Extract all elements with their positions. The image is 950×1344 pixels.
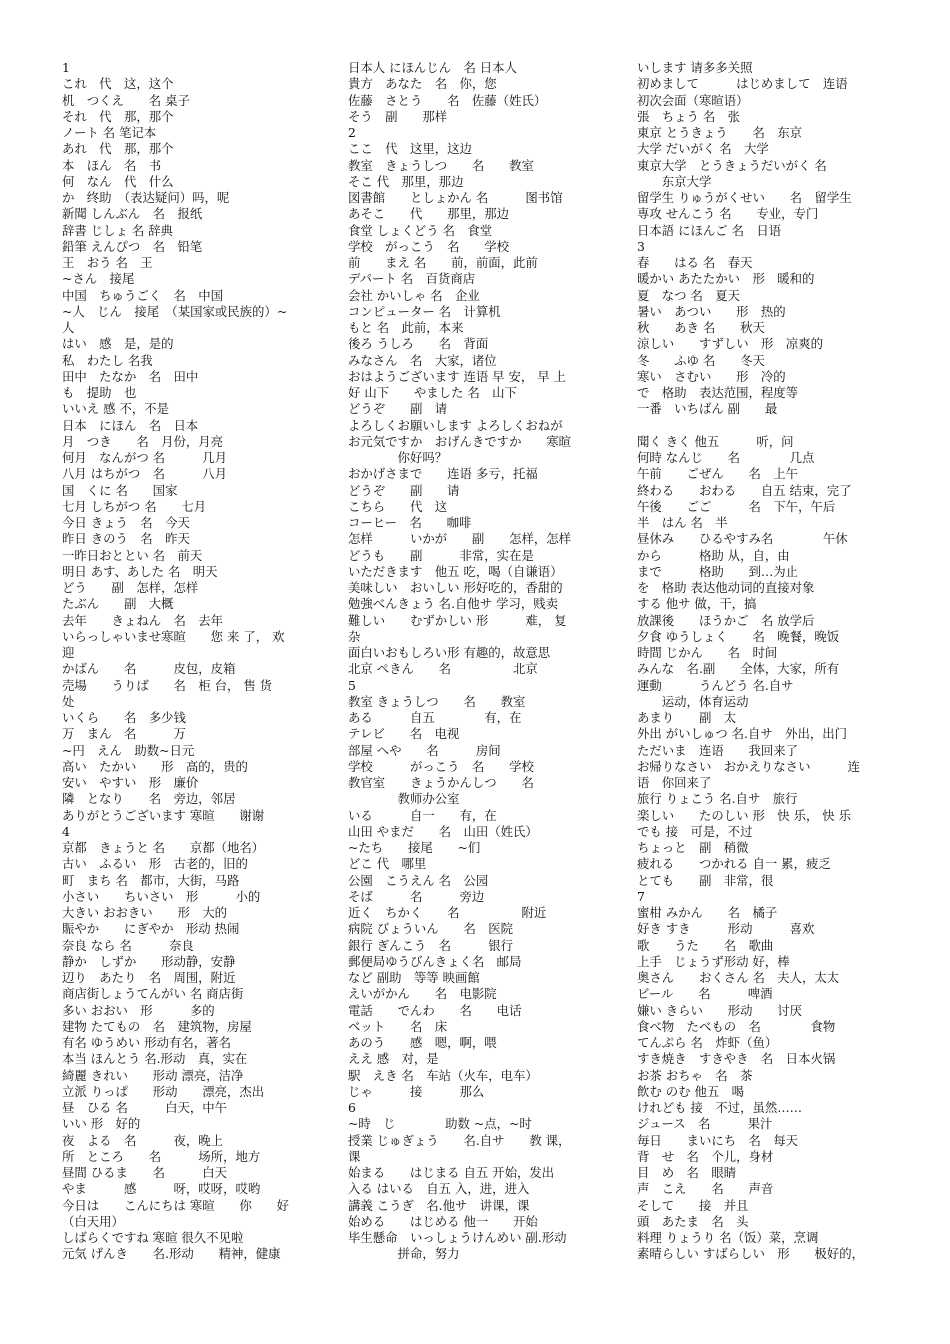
vocab-line: ~たち 接尾 ~们 [348, 840, 481, 855]
vocab-line: いる 自一 有，在 [348, 807, 497, 823]
vocab-line: 古い ふるい 形 古老的，旧的 [62, 856, 248, 872]
vocab-line: で 格助 表达范围，程度等 [637, 385, 799, 400]
vocab-line: 教室 きょうしつ 名 教室 [348, 157, 534, 173]
vocab-line: 午後 ごご 名 下午，午后 [637, 498, 836, 514]
vocab-line: かばん 名 皮包，皮箱 [62, 661, 236, 677]
vocab-line: すき焼き すきやき 名 日本火锅 [637, 1051, 836, 1067]
vocab-line: 昼休み ひるやすみ名 午休 [637, 531, 848, 547]
vocab-line: 人 [62, 320, 75, 335]
vocab-line: 商店街しょうてんがい 名 商店街 [62, 986, 244, 1002]
vocab-line: 课 [348, 1148, 361, 1164]
vocab-line: ノート 名 笔记本 [62, 125, 157, 140]
vocab-line: 田中 たなか 名 田中 [62, 368, 199, 384]
vocab-line: 部屋 へや 名 房间 [348, 742, 501, 758]
vocab-line: 背 せ 名 个儿，身材 [637, 1148, 774, 1164]
vocab-line: 何 なん 代 什么 [62, 173, 174, 189]
vocab-line: 八月 はちがつ 名 八月 [62, 466, 228, 482]
vocab-line: 飲む のむ 他五 喝 [637, 1083, 745, 1099]
vocab-line: 七月 しちがつ 名 七月 [62, 498, 207, 514]
vocab-line: 昼 ひる 名 白天，中午 [62, 1100, 228, 1115]
vocab-line: 万 まん 名 万 [62, 726, 186, 742]
vocab-line: ただいま 连语 我回来了 [637, 742, 799, 758]
vocab-line: 食堂 しょくどう 名 食堂 [348, 222, 493, 238]
vocab-line: こちら 代 这 [348, 498, 448, 514]
vocab-line: そう 副 那样 [348, 108, 448, 124]
vocab-line: ちょっと 副 稍微 [637, 840, 749, 855]
vocab-line: 難しい むずかしい 形 难， 复 [348, 612, 567, 628]
vocab-line: あのう 感 嗯，啊，喂 [348, 1035, 497, 1050]
vocab-line: いらっしゃいませ寒暄 您 来 了， 欢 [62, 628, 285, 644]
vocab-line: よろしくお願いします よろしくおねが [348, 417, 563, 433]
vocab-line: 3 [637, 238, 645, 254]
vocab-line: 日本人 にほんじん 名 日本人 [348, 60, 517, 75]
vocab-line: どうも 副 非常，实在是 [348, 547, 534, 563]
vocab-line: 今日は こんにちは 寒暄 你 好 [62, 1197, 289, 1213]
vocab-line: 暖かい あたたかい 形 暖和的 [637, 271, 815, 287]
vocab-line: ありがとうございます 寒暄 谢谢 [62, 807, 265, 823]
vocab-line: いいえ 感 不，不是 [62, 401, 170, 417]
vocab-line: 教室 きょうしつ 名 教室 [348, 693, 526, 709]
vocab-line: ~さん 接尾 [62, 271, 135, 287]
vocab-line: 中国 ちゅうごく 名 中国 [62, 287, 224, 303]
vocab-line: コーヒー 名 咖啡 [348, 515, 472, 530]
vocab-line: どうぞ 副 请 [348, 482, 460, 498]
vocab-line: 授業 じゅぎょう 名.自サ 教 课， [348, 1132, 571, 1148]
vocab-line: けれども 接 不过，虽然…… [637, 1100, 803, 1115]
vocab-line: 一昨日おととい 名 前天 [62, 547, 203, 563]
vocab-line: おはようございます 连语 早 安， 早 上 [348, 368, 566, 384]
vocab-line: 図書館 としょかん 名 图书馆 [348, 190, 563, 205]
vocab-line: 秋 あき 名 秋天 [637, 320, 765, 335]
vocab-line: ビール 名 啤酒 [637, 986, 773, 1002]
vocab-line: みんな 名.副 全体，大家，所有 [637, 661, 840, 677]
vocab-line: 病院 びょういん 名 医院 [348, 921, 514, 937]
vocab-line: そして 接 并且 [637, 1197, 749, 1213]
vocab-line: どこ 代 哪里 [348, 856, 427, 872]
vocab-line: 教官室 きょうかんしつ 名 [348, 775, 534, 790]
vocab-line: 毕生懸命 いっしょうけんめい 副.形动 [348, 1230, 567, 1245]
vocab-line: おかげさまで 连语 多亏，托福 [348, 466, 538, 482]
vocab-line: 声 こえ 名 声音 [637, 1181, 774, 1197]
vocab-line: 入る はいる 自五 入，进，进入 [348, 1181, 530, 1197]
vocab-line: もと 名 此前，本来 [348, 320, 464, 335]
vocab-line: 杂 [348, 628, 361, 644]
vocab-line: あれ 代 那，那个 [62, 141, 174, 157]
vocab-line: はい 感 是，是的 [62, 336, 174, 352]
vocab-line: 迎 [62, 645, 75, 660]
vocab-line: 勉強べんきょう 名.自他サ 学习，贱卖 [348, 596, 559, 612]
vocab-line: 何月 なんがつ 名 几月 [62, 450, 228, 465]
vocab-line: 聞く きく 他五 听，问 [637, 433, 794, 449]
vocab-line: 東京大学 とうきょうだいがく 名 [637, 157, 827, 173]
vocab-line: 頭 あたま 名 头 [637, 1213, 749, 1229]
vocab-line: 东京大学 [637, 173, 712, 189]
vocab-line: 公園 こうえん 名 公园 [348, 872, 489, 888]
vocab-line: あそこ 代 那里，那边 [348, 206, 510, 222]
vocab-column-3 [637, 60, 895, 1263]
vocab-line: 食べ物 たべもの 名 食物 [637, 1018, 836, 1034]
vocab-line: 綺麗 きれい 形动 漂亮，洁净 [62, 1067, 244, 1083]
vocab-line: ジュース 名 果汁 [637, 1116, 773, 1132]
vocab-line: 冬 ふゆ 名 冬天 [637, 352, 765, 368]
vocab-column-1 [62, 60, 324, 1263]
vocab-line: から 格助 从，自，由 [637, 547, 790, 563]
vocab-line: する 他サ 做，干，搞 [637, 596, 757, 612]
vocab-line: 終わる おわる 自五 结束，完了 [637, 482, 852, 498]
vocab-line: 半 はん 名 半 [637, 515, 728, 530]
vocab-line: 北京 ぺきん 名 北京 [348, 661, 538, 677]
vocab-line: いただきます 他五 吃，喝（自谦语） [348, 563, 563, 579]
vocab-line: 面白いおもしろい形 有趣的，故意思 [348, 645, 551, 660]
vocab-line: 隣 となり 名 旁边，邻居 [62, 791, 236, 807]
vocab-line: ここ 代 这里，这边 [348, 141, 472, 157]
vocab-line: 学校 がっこう 名 学校 [348, 758, 534, 774]
vocab-line: 怎样 いかが 副 怎样，怎样 [348, 531, 572, 547]
vocab-line: 奥さん おくさん 名 夫人，太太 [637, 970, 840, 985]
vocab-line: 放課後 ほうかご 名 放学后 [637, 612, 815, 628]
vocab-line: 銀行 ぎんこう 名 银行 [348, 937, 514, 953]
vocab-line: てんぷら 名 炸虾（鱼） [637, 1035, 778, 1050]
vocab-line: お元気ですか おげんきですか 寒暄 [348, 433, 572, 449]
vocab-line: 講義 こうぎ 名.他サ 讲课，课 [348, 1197, 530, 1213]
vocab-line: 専攻 せんこう 名 专业，专门 [637, 206, 819, 222]
vocab-line: あまり 副 太 [637, 710, 737, 725]
vocab-line: ~時 じ 助数 ~点，~时 [348, 1116, 532, 1132]
vocab-line: でも 接 可是，不过 [637, 823, 753, 839]
vocab-line: 高い たかい 形 高的，贵的 [62, 758, 248, 774]
vocab-line: 日本 にほん 名 日本 [62, 417, 199, 433]
vocab-line: 東京 とうきょう 名 东京 [637, 125, 803, 140]
vocab-line: 料理 りょうり 名（饭）菜，烹调 [637, 1230, 819, 1245]
vocab-line: えいがかん 名 电影院 [348, 986, 497, 1002]
vocab-line: 電話 でんわ 名 电话 [348, 1002, 522, 1018]
vocab-line: 元気 げんき 名.形动 精神，健康 [62, 1246, 281, 1262]
vocab-line: 午前 ごぜん 名 上午 [637, 466, 799, 482]
vocab-line: 你好吗？ [348, 450, 448, 465]
vocab-line: 蜜柑 みかん 名 橘子 [637, 905, 778, 920]
vocab-line: 7 [637, 888, 645, 904]
vocab-line: 暑い あつい 形 热的 [637, 303, 786, 319]
vocab-line: 駅 えき 名 车站（火车，电车） [348, 1067, 538, 1083]
vocab-line: 昨日 きのう 名 昨天 [62, 531, 190, 547]
vocab-line: 鉛筆 えんぴつ 名 铅笔 [62, 238, 203, 254]
vocab-line: 始まる はじまる 自五 开始，发出 [348, 1165, 555, 1180]
vocab-line: 王 おう 名 王 [62, 255, 153, 270]
vocab-line: 今日 きょう 名 今天 [62, 515, 190, 530]
vocab-line: 学校 がっこう 名 学校 [348, 238, 510, 254]
vocab-line: 目 め 名 眼睛 [637, 1165, 737, 1180]
vocab-line: 前 まえ 名 前，前面，此前 [348, 255, 538, 270]
vocab-line: 大きい おおきい 形 大的 [62, 905, 228, 920]
vocab-line: テレビ 名 电视 [348, 726, 460, 742]
vocab-line: ええ 感 对，是 [348, 1051, 439, 1067]
vocab-line: まで 格助 到…为止 [637, 563, 799, 579]
vocab-line: やま 感 呀，哎呀，哎哟 [62, 1181, 261, 1197]
vocab-column-2 [348, 60, 606, 1263]
vocab-line: 夏 なつ 名 夏天 [637, 287, 741, 303]
vocab-line: 美味しい おいしい 形好吃的，香甜的 [348, 580, 563, 595]
vocab-line: 佐藤 さとう 名 佐藤（姓氏） [348, 92, 547, 108]
vocab-line: 6 [348, 1100, 356, 1115]
vocab-line: 春 はる 名 春天 [637, 255, 753, 270]
vocab-line: も 提助 也 [62, 385, 137, 400]
vocab-line: 明日 あす、あした 名 明天 [62, 563, 218, 579]
vocab-line: 静か しずか 形动静，安静 [62, 953, 236, 969]
vocab-line: 国 くに 名 国家 [62, 482, 178, 498]
vocab-line: 上手 じょうず形动 好，棒 [637, 953, 790, 969]
vocab-line: 去年 きょねん 名 去年 [62, 612, 224, 628]
vocab-line: 涼しい すずしい 形 凉爽的 [637, 336, 823, 352]
vocab-line: 好 山下 やました 名 山下 [348, 385, 517, 400]
vocab-line: そば 名 旁边 [348, 888, 485, 904]
vocab-line: か 终助 （表达疑问）吗，呢 [62, 190, 230, 205]
vocab-line: 立派 りっぱ 形动 漂亮，杰出 [62, 1083, 265, 1099]
vocab-line: 好き すき 形动 喜欢 [637, 921, 815, 937]
vocab-line: 昼間 ひるま 名 白天 [62, 1165, 228, 1180]
vocab-line: 所 ところ 名 场所，地方 [62, 1148, 261, 1164]
vocab-line: お帰りなさい おかえりなさい 连 [637, 758, 861, 774]
vocab-line: いします 请多多关照 [637, 60, 753, 75]
vocab-line: 本 ほん 名 书 [62, 157, 162, 173]
vocab-line: ~人 じん 接尾 （某国家或民族的）~ [62, 303, 288, 319]
vocab-line: たぶん 副 大概 [62, 596, 174, 612]
vocab-line: 京都 きょうと 名 京都（地名） [62, 840, 265, 855]
vocab-line: 歌 うた 名 歌曲 [637, 937, 774, 953]
vocab-line: 5 [348, 677, 356, 693]
vocab-line: 疲れる つかれる 自一 累，疲乏 [637, 856, 831, 872]
vocab-line: ~円 えん 助数~日元 [62, 742, 195, 758]
vocab-line: 1 [62, 60, 70, 75]
vocab-line: 毎日 まいにち 名 每天 [637, 1132, 799, 1148]
vocab-line: 張 ちょう 名 张 [637, 108, 741, 124]
vocab-line: 辞書 じしょ 名 辞典 [62, 222, 173, 238]
vocab-line: 教师办公室 [348, 791, 460, 807]
vocab-line: 貴方 あなた 名 你，您 [348, 76, 497, 92]
vocab-line: デパート 名 百货商店 [348, 271, 476, 287]
vocab-line: （白天用） [62, 1213, 124, 1229]
vocab-line: しばらくですね 寒暄 很久不见啦 [62, 1230, 244, 1245]
vocab-line: 机 つくえ 名 桌子 [62, 92, 190, 108]
vocab-line: そこ 代 那里，那边 [348, 173, 464, 189]
vocab-line: 山田 やまだ 名 山田（姓氏） [348, 823, 538, 839]
vocab-line: 辺り あたり 名 周围，附近 [62, 970, 236, 985]
vocab-line: 拼命，努力 [348, 1246, 460, 1262]
vocab-line: 後ろ うしろ 名 背面 [348, 336, 489, 352]
vocab-line: どうぞ 副 请 [348, 401, 448, 417]
vocab-line: ベット 名 床 [348, 1018, 448, 1034]
vocab-line: 郵便局ゆうびんきょく名 邮局 [348, 953, 522, 969]
vocab-line: それ 代 那，那个 [62, 108, 174, 124]
vocab-line: お茶 おちゃ 名 茶 [637, 1067, 753, 1083]
vocab-line: 運動 うんどう 名.自サ [637, 677, 794, 693]
vocab-line: 处 [62, 693, 75, 709]
vocab-line: 何時 なんじ 名 几点 [637, 450, 815, 465]
vocab-line: 素晴らしい すばらしい 形 极好的， [637, 1246, 864, 1262]
vocab-line: 一番 いちばん 副 最 [637, 401, 778, 417]
vocab-line: ある 自五 有，在 [348, 710, 522, 725]
vocab-line: 夕食 ゆうしょく 名 晚餐，晚饭 [637, 628, 840, 644]
vocab-line: 运动，体育运动 [637, 693, 749, 709]
vocab-line: 売場 うりば 名 柜 台， 售 货 [62, 677, 273, 693]
vocab-line: 会社 かいしゃ 名 企业 [348, 287, 480, 303]
vocab-line: いい 形 好的 [62, 1116, 141, 1132]
vocab-line [637, 418, 895, 434]
vocab-line: コンピューター 名 计算机 [348, 303, 501, 319]
vocab-line: 私 わたし 名我 [62, 352, 153, 368]
vocab-line: 嫌い きらい 形动 讨厌 [637, 1002, 803, 1018]
vocab-line: 本当 ほんとう 名.形动 真，实在 [62, 1051, 248, 1067]
vocab-line: とても 副 非常，很 [637, 872, 774, 888]
vocab-line: 月 つき 名 月份，月亮 [62, 433, 224, 449]
vocab-line: 賑やか にぎやか 形动 热闹 [62, 921, 240, 937]
vocab-line: 初次会面（寒暄语） [637, 92, 749, 108]
vocab-line: これ 代 这，这个 [62, 76, 174, 92]
vocab-line: いくら 名 多少钱 [62, 710, 186, 725]
vocab-line: 建物 たてもの 名 建筑物，房屋 [62, 1018, 252, 1034]
vocab-line: を 格助 表达他动词的直接对象 [637, 580, 815, 595]
vocab-line: 有名 ゆうめい 形动有名，著名 [62, 1035, 231, 1050]
vocab-line: など 副助 等等 映画館 [348, 970, 480, 985]
vocab-line: 近く ちかく 名 附近 [348, 905, 547, 920]
vocab-line: 初めまして はじめまして 连语 [637, 76, 848, 92]
vocab-line: 楽しい たのしい 形 快 乐， 快 乐 [637, 807, 852, 823]
vocab-line: 4 [62, 823, 70, 839]
vocab-line: 语 你回来了 [637, 775, 712, 790]
vocab-line: みなさん 名 大家，诸位 [348, 352, 497, 368]
vocab-line: 始める はじめる 他一 开始 [348, 1213, 538, 1229]
vocab-line: 安い やすい 形 廉价 [62, 775, 199, 790]
vocab-line: 小さい ちいさい 形 小的 [62, 888, 261, 904]
vocab-line: 日本語 にほんご 名 日语 [637, 222, 782, 238]
vocab-line: 町 まち 名 都市，大街，马路 [62, 872, 240, 888]
vocab-line: 留学生 りゅうがくせい 名 留学生 [637, 190, 852, 205]
vocab-line: 新聞 しんぶん 名 报纸 [62, 206, 203, 222]
vocab-line: 2 [348, 125, 356, 140]
vocab-line: 時間 じかん 名 时间 [637, 645, 778, 660]
vocab-line: どう 副 怎样，怎样 [62, 580, 199, 595]
vocab-line: 旅行 りょこう 名.自サ 旅行 [637, 791, 798, 807]
vocab-line: 夜 よる 名 夜，晚上 [62, 1132, 224, 1148]
vocab-line: 外出 がいしゅつ 名.自サ 外出，出门 [637, 726, 848, 742]
vocab-line: じゃ 接 那么 [348, 1083, 485, 1099]
vocab-line: 多い おおい 形 多的 [62, 1002, 215, 1018]
vocab-line: 大学 だいがく 名 大学 [637, 141, 769, 157]
vocab-line: 奈良 なら 名 奈良 [62, 937, 194, 953]
vocab-line: 寒い さむい 形 冷的 [637, 368, 786, 384]
